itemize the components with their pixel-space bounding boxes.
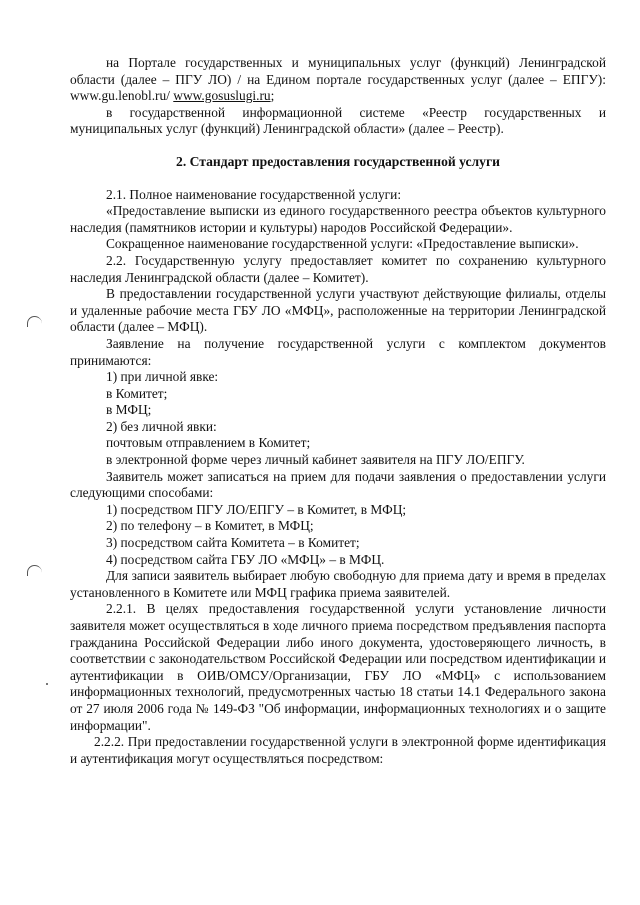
punch-hole-mark-top (27, 316, 42, 327)
intro-portal-text: на Портале государственных и муниципальных услуг (функций) Ленинградской области (далее – ПГУ ЛО) / на Едином портале государственных услуг (далее – ЕПГУ): www.gu.lenobl.ru/ (70, 55, 606, 104)
intro-portal-paragraph (70, 55, 606, 105)
paragraph: 2.1. Полное наименование государственной услуги: (106, 186, 402, 202)
paragraph: 2) по телефону – в Комитет, в МФЦ; (106, 518, 314, 534)
paragraph: Сокращенное наименование государственной услуги: «Предоставление выписки». (106, 236, 579, 252)
paragraph: 2) без личной явки: (106, 418, 217, 434)
paragraph: почтовым отправлением в Комитет; (106, 435, 311, 451)
paragraph-list (70, 187, 606, 768)
paragraph: 2.2.2. При предоставлении государственной услуги в электронной форме идентификация и аутентификация могут осуществляться посредством: (70, 734, 606, 766)
paragraph: 1) при личной явке: (106, 369, 219, 385)
paragraph: Для записи заявитель выбирает любую свободную для приема дату и время в пределах установленного в Комитете или МФЦ графика приема заявителей. (70, 568, 606, 600)
punch-hole-mark-bottom (27, 565, 42, 576)
paragraph: Заявитель может записаться на прием для подачи заявления о предоставлении услуги следующими способами: (70, 468, 606, 501)
section-spacer (70, 171, 606, 187)
intro-registry-paragraph: в государственной информационной системе «Реестр государственных и муниципальных услуг (функций) Ленинградской области» (далее – Реестр). (70, 104, 606, 137)
paragraph: «Предоставление выписки из единого государственного реестра объектов культурного наследия (памятников истории и культуры) народов Российской Федерации». (70, 203, 606, 235)
document-body (70, 55, 606, 767)
scan-speck (46, 683, 48, 685)
gosuslugi-link[interactable]: www.gosuslugi.ru (173, 88, 271, 104)
paragraph: 4) посредством сайта ГБУ ЛО «МФЦ» – в МФЦ. (106, 551, 385, 567)
section-spacer (70, 138, 606, 154)
paragraph: в МФЦ; (106, 402, 152, 418)
paragraph: Заявление на получение государственной услуги с комплектом документов принимаются: (70, 335, 606, 368)
paragraph: В предоставлении государственной услуги участвуют действующие филиалы, отделы и удаленные рабочие места ГБУ ЛО «МФЦ», расположенные на территории Ленинградской области (далее – МФЦ). (70, 286, 606, 335)
paragraph: 1) посредством ПГУ ЛО/ЕПГУ – в Комитет, в МФЦ; (106, 501, 407, 517)
paragraph: 2.2. Государственную услугу предоставляет комитет по сохранению культурного наследия Ленинградской области (далее – Комитет). (70, 252, 606, 285)
section-heading: 2. Стандарт предоставления государственной услуги (176, 153, 500, 169)
paragraph: в электронной форме через личный кабинет заявителя на ПГУ ЛО/ЕПГУ. (106, 452, 525, 468)
paragraph: 2.2.1. В целях предоставления государственной услуги установление личности заявителя может осуществляться в ходе личного приема посредством предъявления паспорта гражданина Российской Федерации либо иного документа, удостоверяющего личность, в соответствии с законодательством Российской Федерации или посредством идентификации и аутентификации в ОИВ/ОМСУ/Организации, ГБУ ЛО «МФЦ» с использованием информационных технологий, предусмотренных частью 18 статьи 14.1 Федерального закона от 27 июля 2006 года № 149-ФЗ "Об информации, информационных технологиях и о защите информации". (70, 601, 606, 733)
paragraph: в Комитет; (106, 385, 168, 401)
paragraph: 3) посредством сайта Комитета – в Комитет; (106, 535, 360, 551)
intro-portal-end: ; (270, 88, 275, 104)
